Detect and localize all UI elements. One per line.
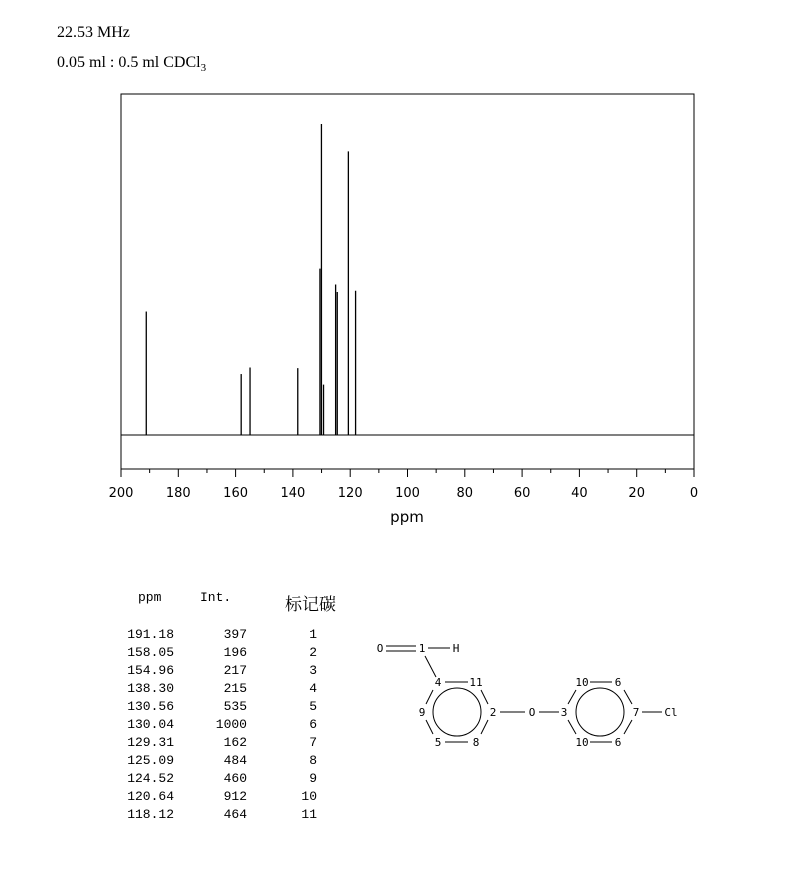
table-header-ppm: ppm xyxy=(138,590,162,605)
atom-h: H xyxy=(452,642,460,655)
atom-c7: 7 xyxy=(632,706,640,719)
cell-carbon-label: 3 xyxy=(309,663,317,678)
peak-table xyxy=(120,626,317,824)
atom-c2: 2 xyxy=(489,706,497,719)
atom-o-aldehyde: O xyxy=(376,642,384,655)
cell-carbon-label: 11 xyxy=(301,807,317,822)
table-row xyxy=(120,662,317,680)
x-axis-ticks xyxy=(121,469,694,477)
table-row xyxy=(120,626,317,644)
atom-c8: 8 xyxy=(472,736,480,749)
cell-carbon-label: 9 xyxy=(309,771,317,786)
molecule-structure xyxy=(370,630,690,760)
cell-intensity: 217 xyxy=(223,663,247,678)
bond-c9-c5 xyxy=(426,720,433,734)
atom-c11: 11 xyxy=(469,676,483,689)
x-tick-label: 120 xyxy=(337,486,363,501)
x-tick-label: 80 xyxy=(456,486,474,501)
cell-carbon-label: 2 xyxy=(309,645,317,660)
left-ring-aromatic-circle xyxy=(433,688,481,736)
sample-text: 0.05 ml : 0.5 ml CDCl xyxy=(57,54,201,71)
x-axis-tick-labels xyxy=(109,486,699,501)
x-tick-label: 40 xyxy=(571,486,588,501)
x-tick-label: 200 xyxy=(108,486,134,501)
cell-carbon-label: 8 xyxy=(309,753,317,768)
x-tick-label: 180 xyxy=(165,486,191,501)
cell-ppm: 158.05 xyxy=(127,645,174,660)
cell-ppm: 129.31 xyxy=(127,735,174,750)
cell-ppm: 130.04 xyxy=(127,717,174,732)
cell-ppm: 124.52 xyxy=(127,771,174,786)
cell-intensity: 912 xyxy=(223,789,247,804)
bond-c3-c10-top xyxy=(568,690,576,704)
cell-intensity: 535 xyxy=(223,699,247,714)
bond-c3-c10-bottom xyxy=(568,720,576,734)
cell-ppm: 125.09 xyxy=(127,753,174,768)
cell-ppm: 138.30 xyxy=(127,681,174,696)
atom-c6-bottom: 6 xyxy=(614,736,622,749)
cell-carbon-label: 7 xyxy=(309,735,317,750)
cell-carbon-label: 1 xyxy=(309,627,317,642)
bond-c4-c9 xyxy=(426,690,433,704)
atom-c9: 9 xyxy=(418,706,426,719)
cell-intensity: 162 xyxy=(223,735,247,750)
atom-c10-bottom: 10 xyxy=(575,736,589,749)
table-row xyxy=(120,734,317,752)
table-row xyxy=(120,788,317,806)
atom-c3: 3 xyxy=(560,706,568,719)
atom-c4: 4 xyxy=(434,676,442,689)
x-tick-label: 160 xyxy=(223,486,249,501)
peaks-group xyxy=(146,124,355,435)
cell-ppm: 120.64 xyxy=(127,789,174,804)
table-row xyxy=(120,698,317,716)
cell-ppm: 191.18 xyxy=(127,627,174,642)
cell-intensity: 460 xyxy=(223,771,247,786)
cell-ppm: 130.56 xyxy=(127,699,174,714)
atom-c5: 5 xyxy=(434,736,442,749)
table-header-carbon-label: 标记碳 xyxy=(285,595,336,615)
x-tick-label: 20 xyxy=(628,486,645,501)
bond-c1-c4 xyxy=(425,656,436,677)
x-tick-label: 100 xyxy=(395,486,420,501)
table-row xyxy=(120,644,317,662)
cell-carbon-label: 4 xyxy=(309,681,317,696)
cell-carbon-label: 10 xyxy=(301,789,317,804)
atom-o-ether: O xyxy=(528,706,536,719)
sample-subscript: 3 xyxy=(200,62,207,75)
bond-c6-c7-bottom xyxy=(624,720,632,734)
cell-ppm: 118.12 xyxy=(127,807,174,822)
cell-carbon-label: 6 xyxy=(309,717,317,732)
cell-intensity: 215 xyxy=(223,681,247,696)
atom-c1: 1 xyxy=(418,642,426,655)
x-axis-label: ppm xyxy=(390,508,424,526)
x-tick-label: 60 xyxy=(513,486,531,501)
bond-c2-c8 xyxy=(481,720,488,734)
atom-cl: Cl xyxy=(664,706,678,719)
plot-frame xyxy=(121,94,694,469)
cell-intensity: 397 xyxy=(223,627,247,642)
cell-intensity: 464 xyxy=(223,807,247,822)
x-tick-label: 140 xyxy=(280,486,306,501)
bond-c6-c7-top xyxy=(624,690,632,704)
spectrometer-frequency: 22.53 MHz xyxy=(57,24,130,41)
atom-c10-top: 10 xyxy=(575,676,589,689)
table-row xyxy=(120,806,317,824)
table-row xyxy=(120,752,317,770)
table-row xyxy=(120,680,317,698)
cell-ppm: 154.96 xyxy=(127,663,174,678)
cell-intensity: 1000 xyxy=(215,717,247,732)
cell-intensity: 484 xyxy=(223,753,247,768)
table-row xyxy=(120,716,317,734)
x-tick-label: 0 xyxy=(689,486,699,501)
bond-c11-c2 xyxy=(481,690,488,704)
cell-intensity: 196 xyxy=(223,645,247,660)
cell-carbon-label: 5 xyxy=(309,699,317,714)
table-header-intensity: Int. xyxy=(200,590,232,605)
right-ring-aromatic-circle xyxy=(576,688,624,736)
atom-c6-top: 6 xyxy=(614,676,622,689)
table-row xyxy=(120,770,317,788)
